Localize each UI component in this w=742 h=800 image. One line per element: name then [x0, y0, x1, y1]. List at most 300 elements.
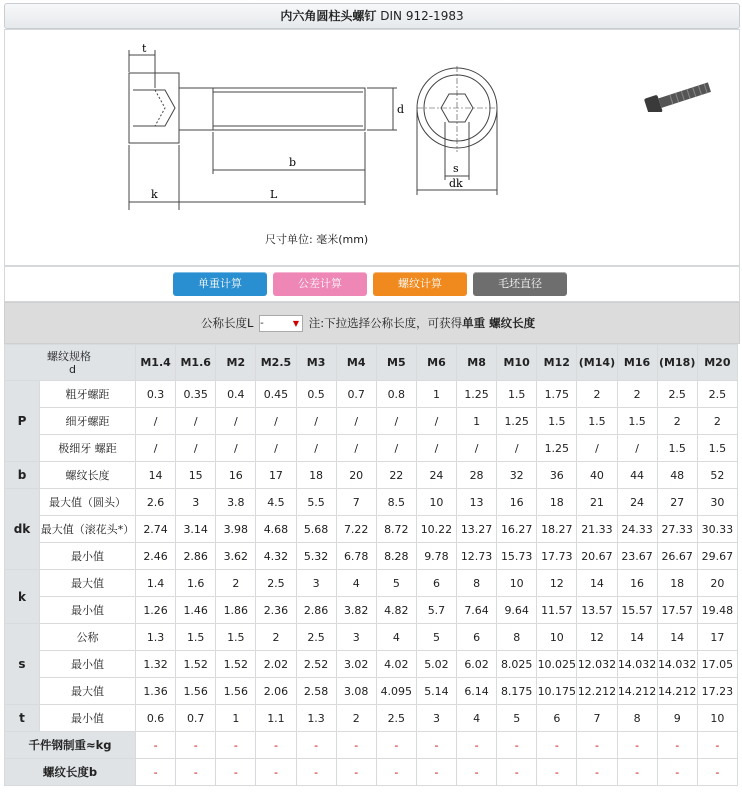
row-label: 细牙螺距 — [40, 408, 136, 435]
value-cell: 3.14 — [176, 516, 216, 543]
value-cell: / — [577, 435, 617, 462]
value-cell: 10 — [537, 624, 577, 651]
value-cell: 2.46 — [136, 543, 176, 570]
value-cell: 1.5 — [577, 408, 617, 435]
value-cell: 1.5 — [176, 624, 216, 651]
value-cell: 10 — [697, 705, 737, 732]
value-cell: / — [376, 435, 416, 462]
value-cell: - — [416, 759, 456, 786]
value-cell: 1.25 — [457, 381, 497, 408]
value-cell: / — [457, 435, 497, 462]
value-cell: 30.33 — [697, 516, 737, 543]
value-cell: 2.5 — [376, 705, 416, 732]
page-title-bar — [4, 3, 740, 29]
size-header: M5 — [376, 345, 416, 381]
value-cell: 17.73 — [537, 543, 577, 570]
value-cell: 3 — [176, 489, 216, 516]
value-cell: 21.33 — [577, 516, 617, 543]
value-cell: 5 — [376, 570, 416, 597]
value-cell: 3.8 — [216, 489, 256, 516]
table-row — [5, 543, 738, 570]
value-cell: 0.3 — [136, 381, 176, 408]
value-cell: 1.26 — [136, 597, 176, 624]
value-cell: 1.5 — [617, 408, 657, 435]
value-cell: 24 — [416, 462, 456, 489]
tolerance-calc-button[interactable]: 公差计算 — [273, 272, 367, 296]
value-cell: - — [136, 759, 176, 786]
calc-button-row — [4, 266, 740, 302]
value-cell: 18 — [657, 570, 697, 597]
value-cell: 27 — [657, 489, 697, 516]
value-cell: / — [617, 435, 657, 462]
value-cell: 8.72 — [376, 516, 416, 543]
size-header: M10 — [497, 345, 537, 381]
value-cell: 1.36 — [136, 678, 176, 705]
unit-label: 尺寸单位: 毫米(mm) — [265, 233, 369, 246]
value-cell: 5.14 — [416, 678, 456, 705]
value-cell: 2.58 — [296, 678, 336, 705]
dropdown-arrow-icon: ▼ — [292, 319, 300, 328]
value-cell: 12.032 — [577, 651, 617, 678]
value-cell: 28 — [457, 462, 497, 489]
value-cell: 0.7 — [176, 705, 216, 732]
value-cell: - — [657, 759, 697, 786]
group-label: b — [5, 462, 40, 489]
value-cell: - — [577, 759, 617, 786]
value-cell: 18 — [537, 489, 577, 516]
value-cell: - — [657, 732, 697, 759]
value-cell: 48 — [657, 462, 697, 489]
value-cell: - — [457, 759, 497, 786]
value-cell: 11.57 — [537, 597, 577, 624]
value-cell: - — [697, 759, 737, 786]
value-cell: 2.52 — [296, 651, 336, 678]
value-cell: - — [457, 732, 497, 759]
value-cell: 14.212 — [617, 678, 657, 705]
value-cell: - — [376, 759, 416, 786]
blank-diameter-button[interactable]: 毛坯直径 — [473, 272, 567, 296]
value-cell: 3 — [336, 624, 376, 651]
value-cell: 36 — [537, 462, 577, 489]
value-cell: / — [336, 408, 376, 435]
group-label: s — [5, 624, 40, 705]
row-label: 最大值 — [40, 678, 136, 705]
value-cell: 3.98 — [216, 516, 256, 543]
size-header: M1.4 — [136, 345, 176, 381]
value-cell: 6 — [416, 570, 456, 597]
value-cell: 1.6 — [176, 570, 216, 597]
value-cell: - — [136, 732, 176, 759]
value-cell: 1.52 — [176, 651, 216, 678]
value-cell: / — [176, 408, 216, 435]
value-cell: 5.32 — [296, 543, 336, 570]
value-cell: 2 — [216, 570, 256, 597]
value-cell: 30 — [697, 489, 737, 516]
value-cell: 7.22 — [336, 516, 376, 543]
value-cell: 14.212 — [657, 678, 697, 705]
group-label: dk — [5, 489, 40, 570]
value-cell: / — [416, 408, 456, 435]
dim-label-d: d — [397, 103, 405, 116]
value-cell: - — [336, 759, 376, 786]
value-cell: 17.23 — [697, 678, 737, 705]
value-cell: 5.7 — [416, 597, 456, 624]
value-cell: / — [296, 408, 336, 435]
value-cell: / — [336, 435, 376, 462]
value-cell: 17 — [256, 462, 296, 489]
value-cell: 5.68 — [296, 516, 336, 543]
value-cell: 3.02 — [336, 651, 376, 678]
row-label: 最小值 — [40, 543, 136, 570]
table-row — [5, 435, 738, 462]
value-cell: 18.27 — [537, 516, 577, 543]
value-cell: 2.6 — [136, 489, 176, 516]
size-header: M2.5 — [256, 345, 296, 381]
value-cell: 1.4 — [136, 570, 176, 597]
value-cell: - — [176, 759, 216, 786]
dim-label-s: s — [453, 162, 459, 175]
value-cell: 17 — [697, 624, 737, 651]
table-row — [5, 705, 738, 732]
corner-label-1: 螺纹规格 — [47, 349, 91, 363]
value-cell: 14 — [617, 624, 657, 651]
size-header: M8 — [457, 345, 497, 381]
value-cell: / — [216, 435, 256, 462]
value-cell: 8 — [617, 705, 657, 732]
value-cell: 5 — [497, 705, 537, 732]
value-cell: 1.52 — [216, 651, 256, 678]
length-filter-bar — [4, 302, 740, 344]
value-cell: 2.5 — [697, 381, 737, 408]
value-cell: 7 — [577, 705, 617, 732]
value-cell: 15.73 — [497, 543, 537, 570]
value-cell: 24.33 — [617, 516, 657, 543]
value-cell: / — [136, 408, 176, 435]
dim-label-L: L — [270, 188, 278, 201]
value-cell: 2.06 — [256, 678, 296, 705]
group-label: k — [5, 570, 40, 624]
weight-calc-button[interactable]: 单重计算 — [173, 272, 267, 296]
value-cell: / — [296, 435, 336, 462]
value-cell: 17.05 — [697, 651, 737, 678]
value-cell: 3.62 — [216, 543, 256, 570]
value-cell: 2.5 — [657, 381, 697, 408]
value-cell: 1.5 — [497, 381, 537, 408]
value-cell: 21 — [577, 489, 617, 516]
screw-drawing-panel — [4, 29, 740, 266]
row-label: 最小值 — [40, 597, 136, 624]
value-cell: 1.75 — [537, 381, 577, 408]
size-header: M2 — [216, 345, 256, 381]
value-cell: - — [296, 732, 336, 759]
value-cell: - — [216, 732, 256, 759]
value-cell: - — [497, 759, 537, 786]
value-cell: 2.74 — [136, 516, 176, 543]
value-cell: 16.27 — [497, 516, 537, 543]
row-label: 最大值（圆头） — [40, 489, 136, 516]
group-label: P — [5, 381, 40, 462]
value-cell: 6.02 — [457, 651, 497, 678]
value-cell: 7 — [336, 489, 376, 516]
value-cell: 9.64 — [497, 597, 537, 624]
value-cell: 1.3 — [296, 705, 336, 732]
thread-calc-button[interactable]: 螺纹计算 — [373, 272, 467, 296]
value-cell: 14.032 — [657, 651, 697, 678]
row-label: 最小值 — [40, 705, 136, 732]
value-cell: 5 — [416, 624, 456, 651]
size-header: M4 — [336, 345, 376, 381]
value-cell: 16 — [617, 570, 657, 597]
value-cell: 1.56 — [176, 678, 216, 705]
table-row — [5, 732, 738, 759]
value-cell: 8 — [457, 570, 497, 597]
value-cell: - — [697, 732, 737, 759]
value-cell: 1.56 — [216, 678, 256, 705]
dim-label-t: t — [142, 42, 147, 55]
value-cell: 44 — [617, 462, 657, 489]
value-cell: 4.82 — [376, 597, 416, 624]
value-cell: 1.5 — [697, 435, 737, 462]
value-cell: 0.8 — [376, 381, 416, 408]
value-cell: 2 — [617, 381, 657, 408]
value-cell: 19.48 — [697, 597, 737, 624]
value-cell: 1 — [416, 381, 456, 408]
value-cell: - — [537, 732, 577, 759]
value-cell: 8.5 — [376, 489, 416, 516]
value-cell: - — [336, 732, 376, 759]
value-cell: 3.82 — [336, 597, 376, 624]
value-cell: 1.86 — [216, 597, 256, 624]
size-header: M20 — [697, 345, 737, 381]
size-header: M16 — [617, 345, 657, 381]
value-cell: 9 — [657, 705, 697, 732]
value-cell: 4 — [376, 624, 416, 651]
table-row — [5, 516, 738, 543]
screw-thumbnail-image — [641, 82, 717, 112]
value-cell: 5.5 — [296, 489, 336, 516]
row-label: 最大值（滚花头*） — [40, 516, 136, 543]
value-cell: 14.032 — [617, 651, 657, 678]
value-cell: 15 — [176, 462, 216, 489]
value-cell: 10 — [416, 489, 456, 516]
value-cell: 1.5 — [216, 624, 256, 651]
value-cell: 29.67 — [697, 543, 737, 570]
value-cell: 0.35 — [176, 381, 216, 408]
standard-code: DIN 912-1983 — [380, 9, 464, 23]
value-cell: 10 — [497, 570, 537, 597]
value-cell: 2 — [697, 408, 737, 435]
value-cell: - — [376, 732, 416, 759]
value-cell: 2.5 — [256, 570, 296, 597]
dim-label-b: b — [289, 156, 297, 169]
value-cell: 1.46 — [176, 597, 216, 624]
value-cell: 6 — [537, 705, 577, 732]
value-cell: 4.68 — [256, 516, 296, 543]
value-cell: 15.57 — [617, 597, 657, 624]
value-cell: 27.33 — [657, 516, 697, 543]
value-cell: - — [176, 732, 216, 759]
value-cell: 3.08 — [336, 678, 376, 705]
value-cell: 0.6 — [136, 705, 176, 732]
value-cell: 6.14 — [457, 678, 497, 705]
value-cell: 20 — [697, 570, 737, 597]
row-label: 最小值 — [40, 651, 136, 678]
value-cell: 4.02 — [376, 651, 416, 678]
value-cell: - — [256, 759, 296, 786]
value-cell: 12 — [537, 570, 577, 597]
value-cell: 0.4 — [216, 381, 256, 408]
value-cell: 13.27 — [457, 516, 497, 543]
value-cell: 4.5 — [256, 489, 296, 516]
value-cell: 12 — [577, 624, 617, 651]
dim-label-k: k — [151, 188, 158, 201]
value-cell: 5.02 — [416, 651, 456, 678]
value-cell: / — [216, 408, 256, 435]
value-cell: / — [136, 435, 176, 462]
value-cell: 18 — [296, 462, 336, 489]
value-cell: 8 — [497, 624, 537, 651]
length-select[interactable] — [259, 315, 303, 332]
value-cell: 2.86 — [176, 543, 216, 570]
table-row — [5, 651, 738, 678]
value-cell: 1.5 — [657, 435, 697, 462]
value-cell: 0.45 — [256, 381, 296, 408]
value-cell: 1 — [457, 408, 497, 435]
value-cell: 8.175 — [497, 678, 537, 705]
value-cell: 23.67 — [617, 543, 657, 570]
value-cell: - — [416, 732, 456, 759]
table-row — [5, 489, 738, 516]
value-cell: 26.67 — [657, 543, 697, 570]
value-cell: 1.1 — [256, 705, 296, 732]
value-cell: / — [416, 435, 456, 462]
value-cell: 16 — [216, 462, 256, 489]
filter-note: 注:下拉选择公称长度，可获得 — [308, 316, 463, 330]
value-cell: 9.78 — [416, 543, 456, 570]
value-cell: - — [296, 759, 336, 786]
value-cell: 24 — [617, 489, 657, 516]
size-header: M12 — [537, 345, 577, 381]
value-cell: 2 — [256, 624, 296, 651]
value-cell: 16 — [497, 489, 537, 516]
value-cell: 1 — [216, 705, 256, 732]
value-cell: 1.5 — [537, 408, 577, 435]
length-select-value: - — [260, 318, 264, 329]
value-cell: 2 — [336, 705, 376, 732]
value-cell: 13 — [457, 489, 497, 516]
value-cell: 0.7 — [336, 381, 376, 408]
value-cell: 20.67 — [577, 543, 617, 570]
screw-technical-drawing — [5, 30, 739, 265]
table-row — [5, 570, 738, 597]
table-row — [5, 462, 738, 489]
value-cell: 3 — [296, 570, 336, 597]
table-header-row — [5, 345, 738, 381]
size-header: M6 — [416, 345, 456, 381]
value-cell: 2.5 — [296, 624, 336, 651]
value-cell: 6.78 — [336, 543, 376, 570]
value-cell: 20 — [336, 462, 376, 489]
table-row — [5, 597, 738, 624]
value-cell: 2.86 — [296, 597, 336, 624]
value-cell: 40 — [577, 462, 617, 489]
size-header: M3 — [296, 345, 336, 381]
value-cell: - — [256, 732, 296, 759]
value-cell: - — [617, 732, 657, 759]
table-body — [5, 381, 738, 786]
value-cell: - — [216, 759, 256, 786]
value-cell: 1.3 — [136, 624, 176, 651]
spec-table — [4, 344, 738, 786]
value-cell: 3 — [416, 705, 456, 732]
value-cell: - — [497, 732, 537, 759]
length-label: 公称长度L — [201, 316, 254, 330]
value-cell: 1.25 — [537, 435, 577, 462]
value-cell: 52 — [697, 462, 737, 489]
value-cell: 22 — [376, 462, 416, 489]
value-cell: 2.36 — [256, 597, 296, 624]
row-label: 公称 — [40, 624, 136, 651]
value-cell: 17.57 — [657, 597, 697, 624]
table-row — [5, 408, 738, 435]
filter-note-bold: 单重 螺纹长度 — [462, 316, 536, 330]
value-cell: 2 — [657, 408, 697, 435]
value-cell: 2 — [577, 381, 617, 408]
value-cell: 6 — [457, 624, 497, 651]
row-label: 最大值 — [40, 570, 136, 597]
corner-label-2: d — [69, 362, 76, 376]
value-cell: 4 — [336, 570, 376, 597]
value-cell: 14 — [577, 570, 617, 597]
value-cell: 7.64 — [457, 597, 497, 624]
value-cell: 1.25 — [497, 408, 537, 435]
size-header: (M14) — [577, 345, 617, 381]
row-label: 极细牙 螺距 — [40, 435, 136, 462]
size-header: M1.6 — [176, 345, 216, 381]
value-cell: 8.025 — [497, 651, 537, 678]
footer-row-label: 螺纹长度b — [5, 759, 136, 786]
value-cell: 8.28 — [376, 543, 416, 570]
value-cell: 1.32 — [136, 651, 176, 678]
value-cell: - — [537, 759, 577, 786]
page-title: 内六角圆柱头螺钉 — [280, 9, 377, 23]
value-cell: 12.73 — [457, 543, 497, 570]
value-cell: 10.025 — [537, 651, 577, 678]
table-row — [5, 624, 738, 651]
value-cell: 0.5 — [296, 381, 336, 408]
value-cell: 32 — [497, 462, 537, 489]
value-cell: 2.02 — [256, 651, 296, 678]
value-cell: 10.175 — [537, 678, 577, 705]
value-cell: 14 — [136, 462, 176, 489]
group-label: t — [5, 705, 40, 732]
table-row — [5, 759, 738, 786]
value-cell: / — [256, 435, 296, 462]
value-cell: / — [256, 408, 296, 435]
value-cell: 12.212 — [577, 678, 617, 705]
value-cell: 4.095 — [376, 678, 416, 705]
value-cell: 14 — [657, 624, 697, 651]
corner-header — [5, 345, 136, 381]
value-cell: 10.22 — [416, 516, 456, 543]
value-cell: - — [617, 759, 657, 786]
value-cell: - — [577, 732, 617, 759]
row-label: 螺纹长度 — [40, 462, 136, 489]
value-cell: 4 — [457, 705, 497, 732]
dim-label-dk: dk — [449, 177, 463, 190]
row-label: 粗牙螺距 — [40, 381, 136, 408]
table-row — [5, 381, 738, 408]
